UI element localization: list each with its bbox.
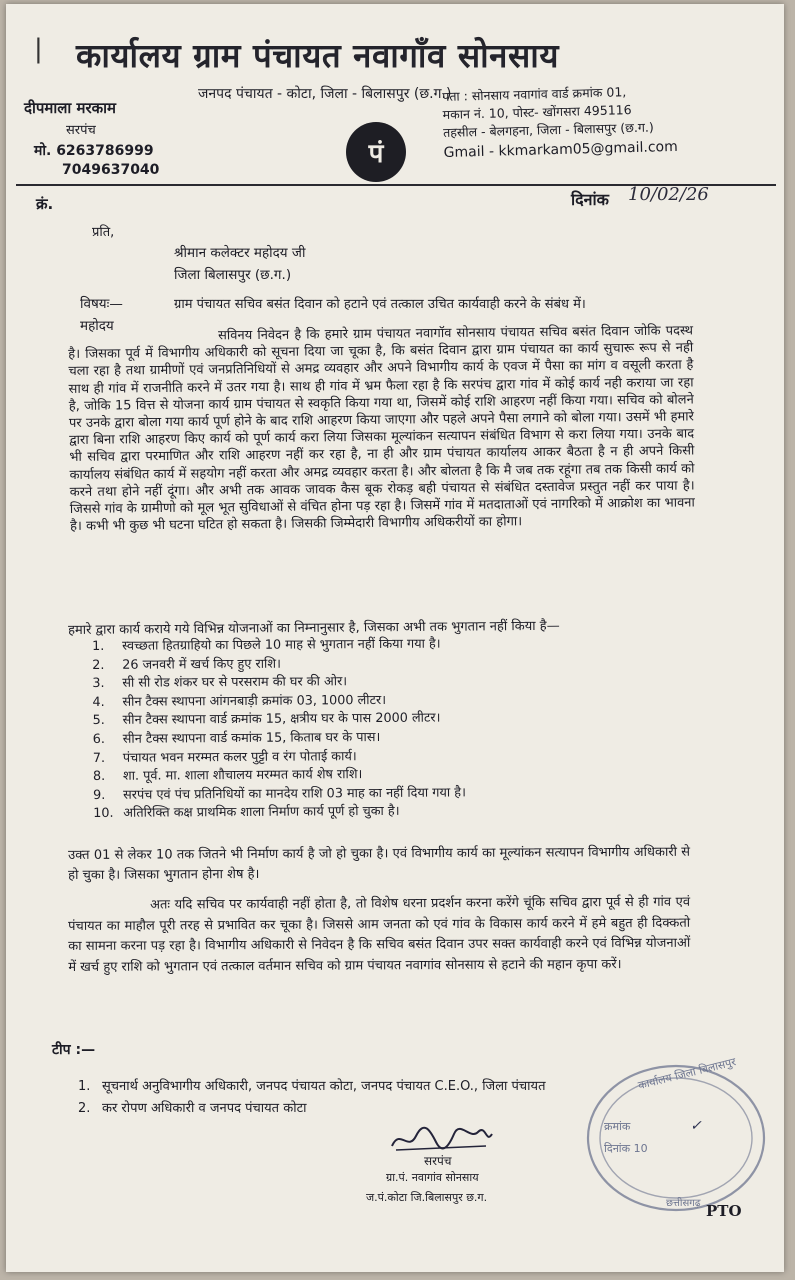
addressee-line: श्रीमान कलेक्टर महोदय जी [174,245,306,261]
copy-to-label: टीप :— [52,1042,96,1058]
pto-label: PTO [706,1202,742,1220]
address-line: पता : सोनसाय नवागांव वार्ड क्रमांक 01, [442,84,627,104]
office-address [442,80,734,162]
subject-label: विषयः— [80,296,123,312]
janpad-subheader: जनपद पंचायत - कोटा, जिला - बिलासपुर (छ.ग.) [198,86,452,102]
list-item: 5. सीन टैक्स स्थापना वार्ड क्रमांक 15, क्षत्रीय घर के पास 2000 लीटर। [92,710,441,729]
letter-page [6,4,784,1272]
list-item: 2. कर रोपण अधिकारी व जनपद पंचायत कोटा [78,1101,307,1116]
pending-works-list [92,634,633,824]
list-item: 6. सीन टैक्स स्थापना वार्ड कमांक 15, किताब घर के पास। [92,729,381,747]
addressee-line: जिला बिलासपुर (छ.ग.) [174,267,292,283]
phone-number-2: 7049637040 [62,162,160,178]
list-item: 7. पंचायत भवन मरम्मत कलर पुट्टी व रंग पोताई कार्य। [92,748,357,766]
body-paragraph-2: उक्त 01 से लेकर 10 तक जितने भी निर्माण कार्य है जो हो चुका है। एवं विभागीय कार्य का मूल्यांकन सत्यापन विभागीय अधिकारी से हो चुका है। जिसका भुगतान होना शेष है। [68,844,691,883]
address-line: मकान नं. 10, पोस्ट- खोंगसरा 495116 [442,102,632,122]
list-item: 4. सीन टैक्स स्थापना आंगनबाड़ी क्रमांक 03, 1000 लीटर। [92,692,387,710]
body-paragraph-3 [68,893,690,978]
signatory-office: ग्रा.पं. नवागांव सोनसाय [386,1171,479,1184]
svg-text:कार्यालय जिला बिलासपुर: कार्यालय जिला बिलासपुर [636,1055,738,1093]
list-item: 3. सी सी रोड शंकर घर से परसराम की घर की ओर। [92,674,348,692]
list-item: 2. 26 जनवरी में खर्च किए हुए राशि। [92,656,281,673]
margin-mark: | [34,34,43,64]
subject-text: ग्राम पंचायत सचिव बसंत दिवान को हटाने एवं तत्काल उचित कार्यवाही करने के संबंध में। [174,297,586,312]
paragraph-text: सविनय निवेदन है कि हमारे ग्राम पंचायत नवागॉव सोनसाय पंचायत सचिव बसंत दिवान जोकि पदस्थ है। जिसका पूर्व में विभागीय अधिकारी को सूचना दिया जा चूका है, कि बसंत दिवान द्वारा ग्राम पंचायत का कार्य सुचारू रूप से नही चला रहा है तथा ग्रामीणों एवं जनप्रतिनिधियों से अमद्र व्यवहार और अपने विभागीय कार्य के एवज में पैसा का मांग व वसूली करता है साथ ही गांव में राजनीति करने में उतर गया है। साथ ही गांव में भ्रम फैला रहा है कि सरपंच द्वारा गांव में कोई कार्य नही कराया जा रहा है, जोकि 15 वित्त से योजना कार्य ग्राम पंचायत से स्वकृति किया गया था, जिसमें कोई राशि आहरण नहीं किया गया। सचिव को बोलने पर उनके द्वारा बोला गया कार्य पूर्ण होने के बाद राशि आहरण किया जाएगा और पहले अपने पैसा लगाने को बोला गया। उसमें भी हमारे द्वारा बिना राशि आहरण किए कार्य को पूर्ण कार्य करा लिया जिसका मूल्यांकन सत्यापन संबंधित विभाग से करा लिया गया। उनके बाद भी सचिव द्वारा परमाणित और राशि आहरण नहीं कर रहा है, ना ही और ग्राम पंचायत कार्यालय आकर बैठता है न ही अपने किसी कार्यालय संबंधित कार्य में सहयोग नहीं करता और अमद्र व्यवहार करता है। और बोलता है कि मै जब तक रहूंगा तब तक किसी कार्य को करने तथा होने नहीं दूंगा। और अभी तक आवक जावक कैस बूक रोकड़ बही पंचायत से संबंधित दस्तावेज प्रस्तुत नहीं कर पाया है। जिससे गांव के ग्रामीणो को मूल भूत सुविधाओं से वंचित होना पड़ रहा है। जिसमें गांव में मतदाताओं एवं नागरिको में आक्रोश का भावना है। कभी भी कुछ भी घटना घटित हो सकता है। जिसकी जिम्मेदारी विभागीय अधिकरीयों का होगा। [68,323,695,535]
list-item: 10. अतिरिक्ति कक्ष प्राथमिक शाला निर्माण कार्य पूर्ण हो चुका है। [93,804,400,822]
email-address: Gmail - kkmarkam05@gmail.com [443,138,678,161]
svg-text:✓: ✓ [690,1118,702,1134]
signatory-district: ज.पं.कोटा जि.बिलासपुर छ.ग. [366,1191,488,1204]
handwritten-signature [386,1122,496,1156]
logo-glyph: पं [368,139,384,169]
list-item: 1. सूचनार्थ अनुविभागीय अधिकारी, जनपद पंचायत कोटा, जनपद पंचायत C.E.O., जिला पंचायत [78,1079,546,1094]
handwritten-date: 10/02/26 [628,184,709,205]
list-item: 8. शा. पूर्व. मा. शाला शौचालय मरम्मत कार्य शेष राशि। [92,767,363,785]
to-label: प्रति, [92,225,115,240]
signatory-role: सरपंच [424,1154,452,1168]
date-label: दिनांक [571,190,609,209]
svg-text:दिनांक 10: दिनांक 10 [604,1142,648,1155]
copy-to-list [78,1076,545,1120]
list-item: 9. सरपंच एवं पंच प्रतिनिधियों का मानदेय राशि 03 माह का नहीं दिया गया है। [93,785,466,803]
inward-stamp [566,1046,776,1226]
svg-text:क्रमांक: क्रमांक [604,1120,631,1133]
office-title: कार्यालय ग्राम पंचायत नवागाँव सोनसाय [76,36,559,75]
panchayat-logo-icon [344,120,408,184]
list-item: 1. स्वच्छता हितग्राहियो का पिछले 10 माह से भुगतान नहीं किया गया है। [92,636,441,654]
sarpanch-name: दीपमाला मरकाम [24,99,116,117]
reference-number-label: क्रं. [36,195,54,213]
salutation: महोदय [80,318,114,334]
list-intro: हमारे द्वारा कार्य कराये गये विभिन्न योजनाओं का निम्नानुसार है, जिसका अभी तक भुगतान नहीं किया है— [68,618,560,638]
phone-number-1: मो. 6263786999 [34,143,154,159]
addressee-block [174,242,305,286]
paragraph-text: अतः यदि सचिव पर कार्यवाही नहीं होता है, तो विशेष धरना प्रदर्शन करना करेंगे चूंकि सचिव द्वारा पूर्व से ही गांव एवं पंचायत का माहौल पूरी तरह से प्रभावित कर चूका है। जिससे आम जनता को एवं गांव के विकास कार्य करने में हमे बहुत ही दिक्कतो का सामना करना पड़ रहा है। विभागीय अधिकारी से निवेदन है कि सचिव बसंत दिवान उपर सक्त कार्यवाही करने एवं विभिन्न योजनाओं में खर्च हुए राशि को भुगतान एवं तत्काल वर्तमान सचिव को ग्राम पंचायत नवागांव सोनसाय से हटाने की महान कृपा करें। [68,894,691,975]
svg-text:छत्तीसगढ़: छत्तीसगढ़ [666,1198,701,1209]
sarpanch-role: सरपंच [66,123,96,138]
body-paragraph-1 [68,322,695,535]
address-line: तहसील - बेलगहना, जिला - बिलासपुर (छ.ग.) [442,119,654,140]
